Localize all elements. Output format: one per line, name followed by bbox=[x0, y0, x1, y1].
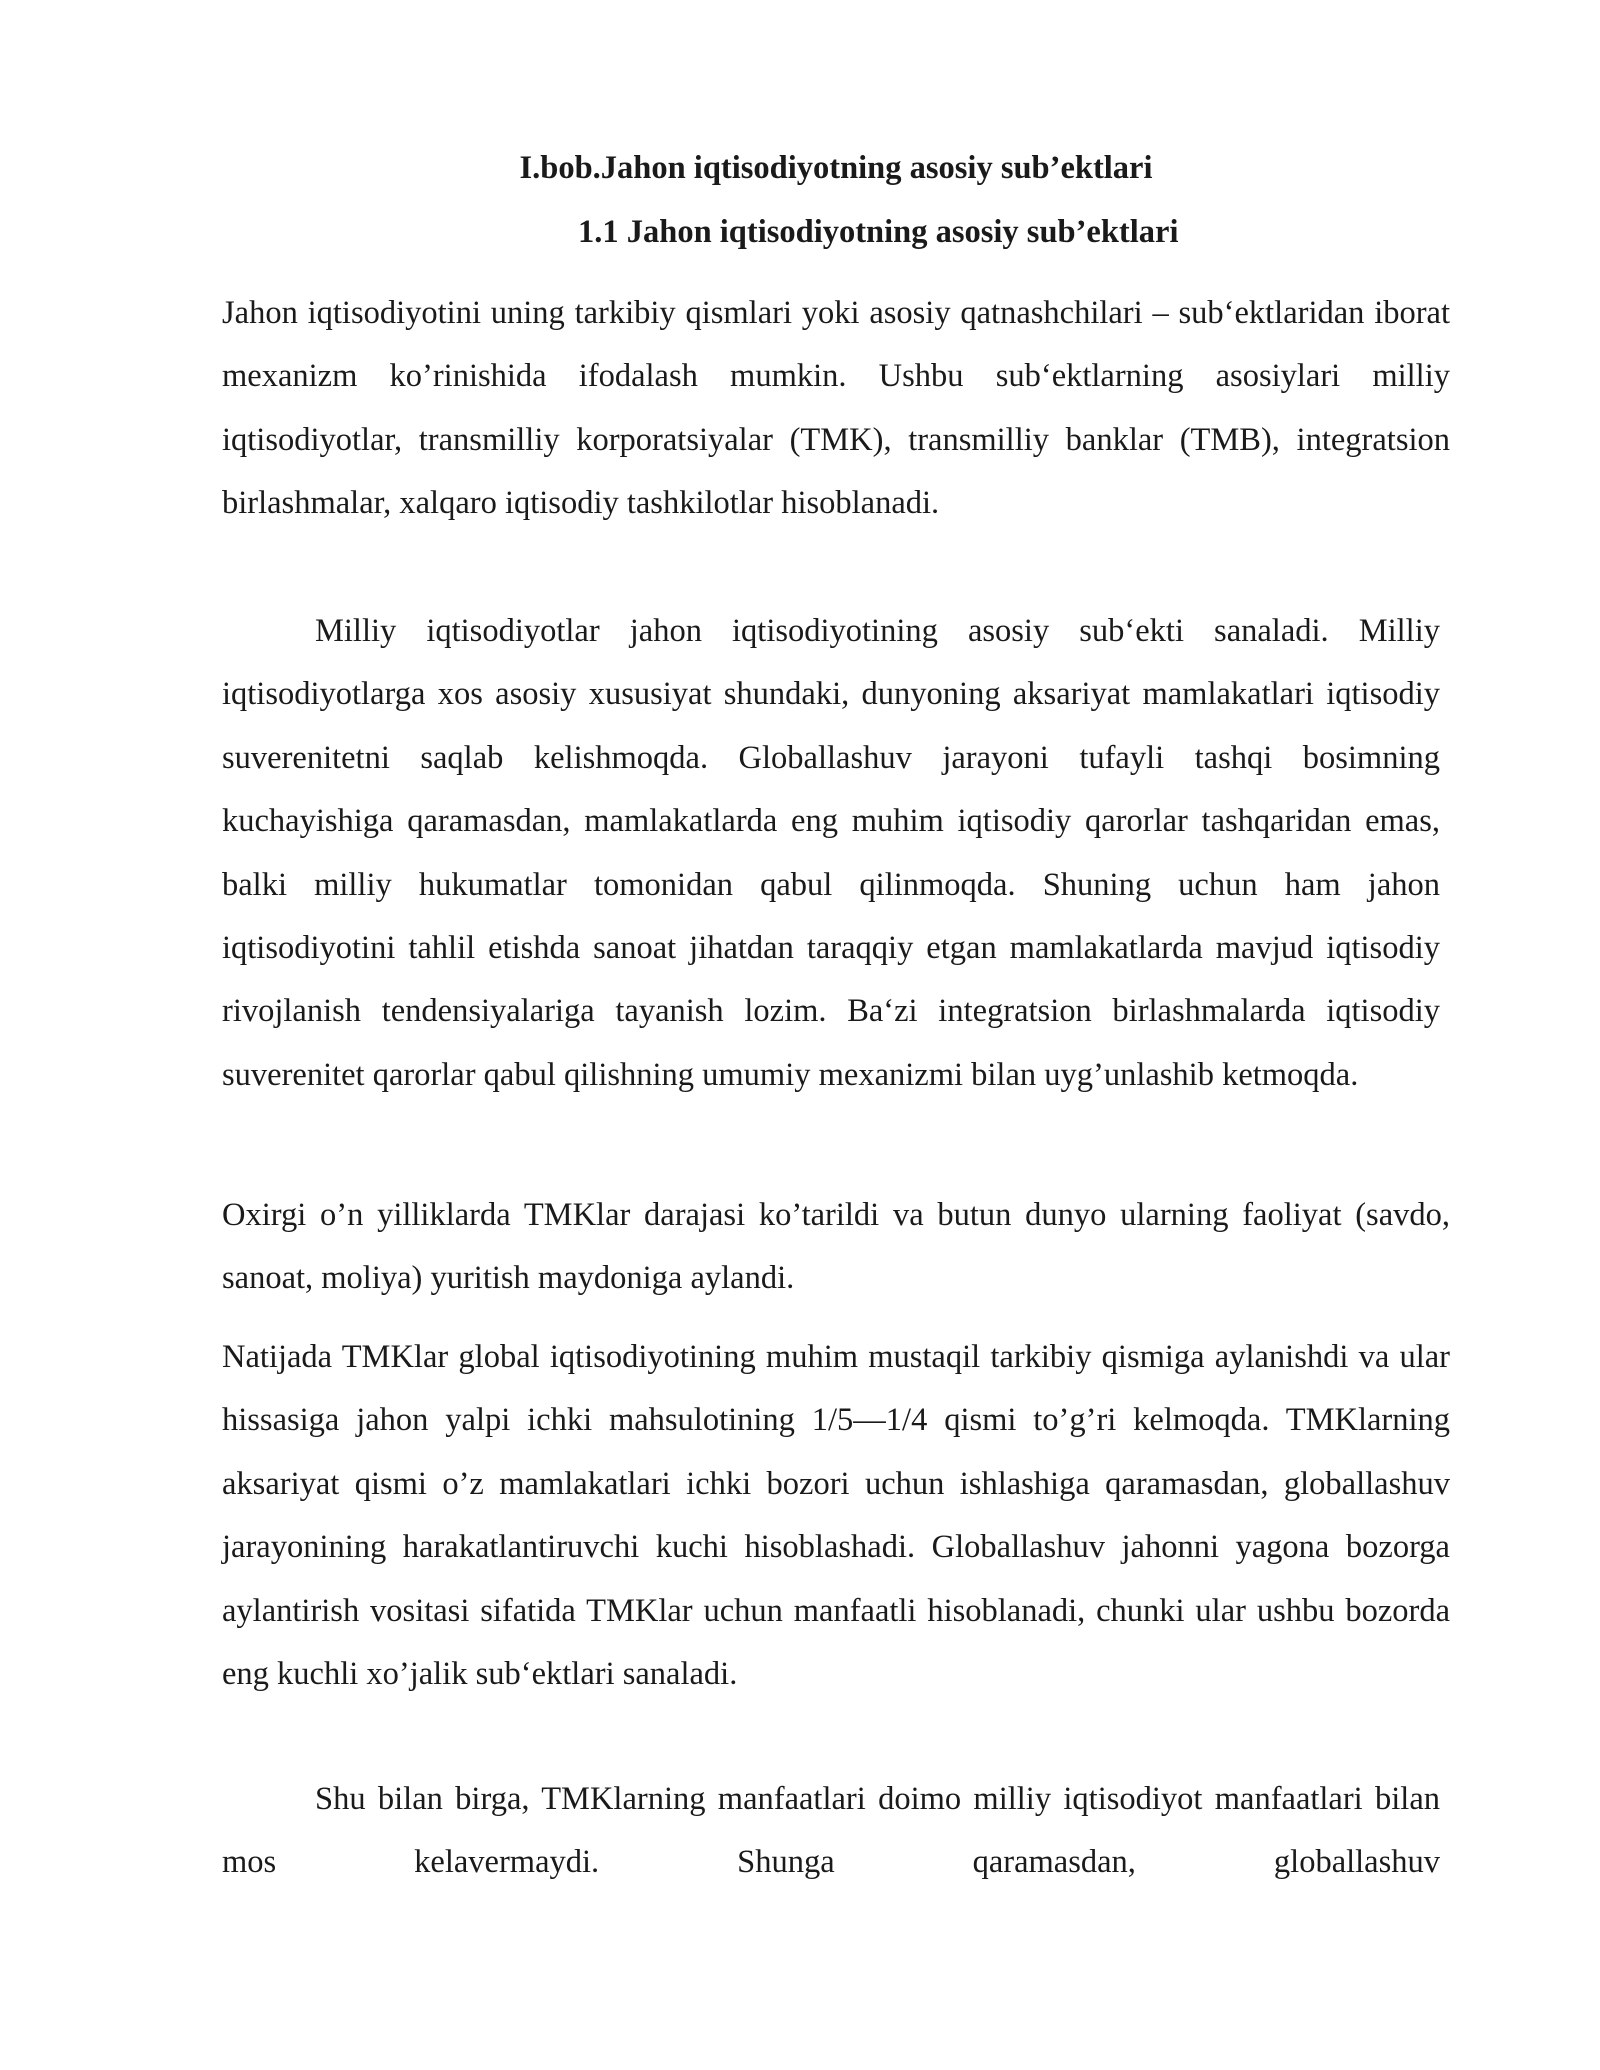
paragraph-2: Milliy iqtisodiyotlar jahon iqtisodiyotining asosiy sub‘ekti sanaladi. Milliy iqtisodiyotlarga xos asosiy xususiyat shundaki, dunyoning aksariyat mamlakatlari iqtisodiy suverenitetni saqlab kelishmoqda. Globallashuv jarayoni tufayli tashqi bosimning kuchayishiga qaramasdan, mamlakatlarda eng muhim iqtisodiy qarorlar tashqaridan emas, balki milliy hukumatlar tomonidan qabul qilinmoqda. Shuning uchun ham jahon iqtisodiyotini tahlil etishda sanoat jihatdan taraqqiy etgan mamlakatlarda mavjud iqtisodiy rivojlanish tendensiyalariga tayanish lozim. Ba‘zi integratsion birlashmalarda iqtisodiy suverenitet qarorlar qabul qilishning umumiy mexanizmi bilan uyg’unlashib ketmoqda. bbox=[222, 613, 1440, 1093]
section-title: 1.1 Jahon iqtisodiyotning asosiy sub’ektlari bbox=[578, 214, 1179, 250]
paragraph-3: Oxirgi o’n yilliklarda TMKlar darajasi ko’tarildi va butun dunyo ularning faoliyat (savdo, sanoat, moliya) yuritish maydoniga aylandi. bbox=[222, 1197, 1450, 1297]
paragraph-4: Natijada TMKlar global iqtisodiyotining muhim mustaqil tarkibiy qismiga aylanishdi va ular hissasiga jahon yalpi ichki mahsulotining 1/5—1/4 qismi to’g’ri kelmoqda. TMKlarning aksariyat qismi o’z mamlakatlari ichki bozori uchun ishlashiga qaramasdan, globallashuv jarayonining harakatlantiruvchi kuchi hisoblashadi. Globallashuv jahonni yagona bozorga aylantirish vositasi sifatida TMKlar uchun manfaatli hisoblanadi, chunki ular ushbu bozorda eng kuchli xo’jalik sub‘ektlari sanaladi. bbox=[222, 1339, 1450, 1693]
chapter-title: I.bob.Jahon iqtisodiyotning asosiy sub’ektlari bbox=[519, 150, 1153, 186]
paragraph-1: Jahon iqtisodiyotini uning tarkibiy qismlari yoki asosiy qatnashchilari – sub‘ektlaridan iborat mexanizm ko’rinishida ifodalash mumkin. Ushbu sub‘ektlarning asosiylari milliy iqtisodiyotlar, transmilliy korporatsiyalar (TMK), transmilliy banklar (TMB), integratsion birlashmalar, xalqaro iqtisodiy tashkilotlar hisoblanadi. bbox=[222, 295, 1450, 522]
paragraph-5: Shu bilan birga, TMKlarning manfaatlari doimo milliy iqtisodiyot manfaatlari bilan mos kelavermaydi. Shunga qaramasdan, globallashuv bbox=[222, 1781, 1440, 1881]
